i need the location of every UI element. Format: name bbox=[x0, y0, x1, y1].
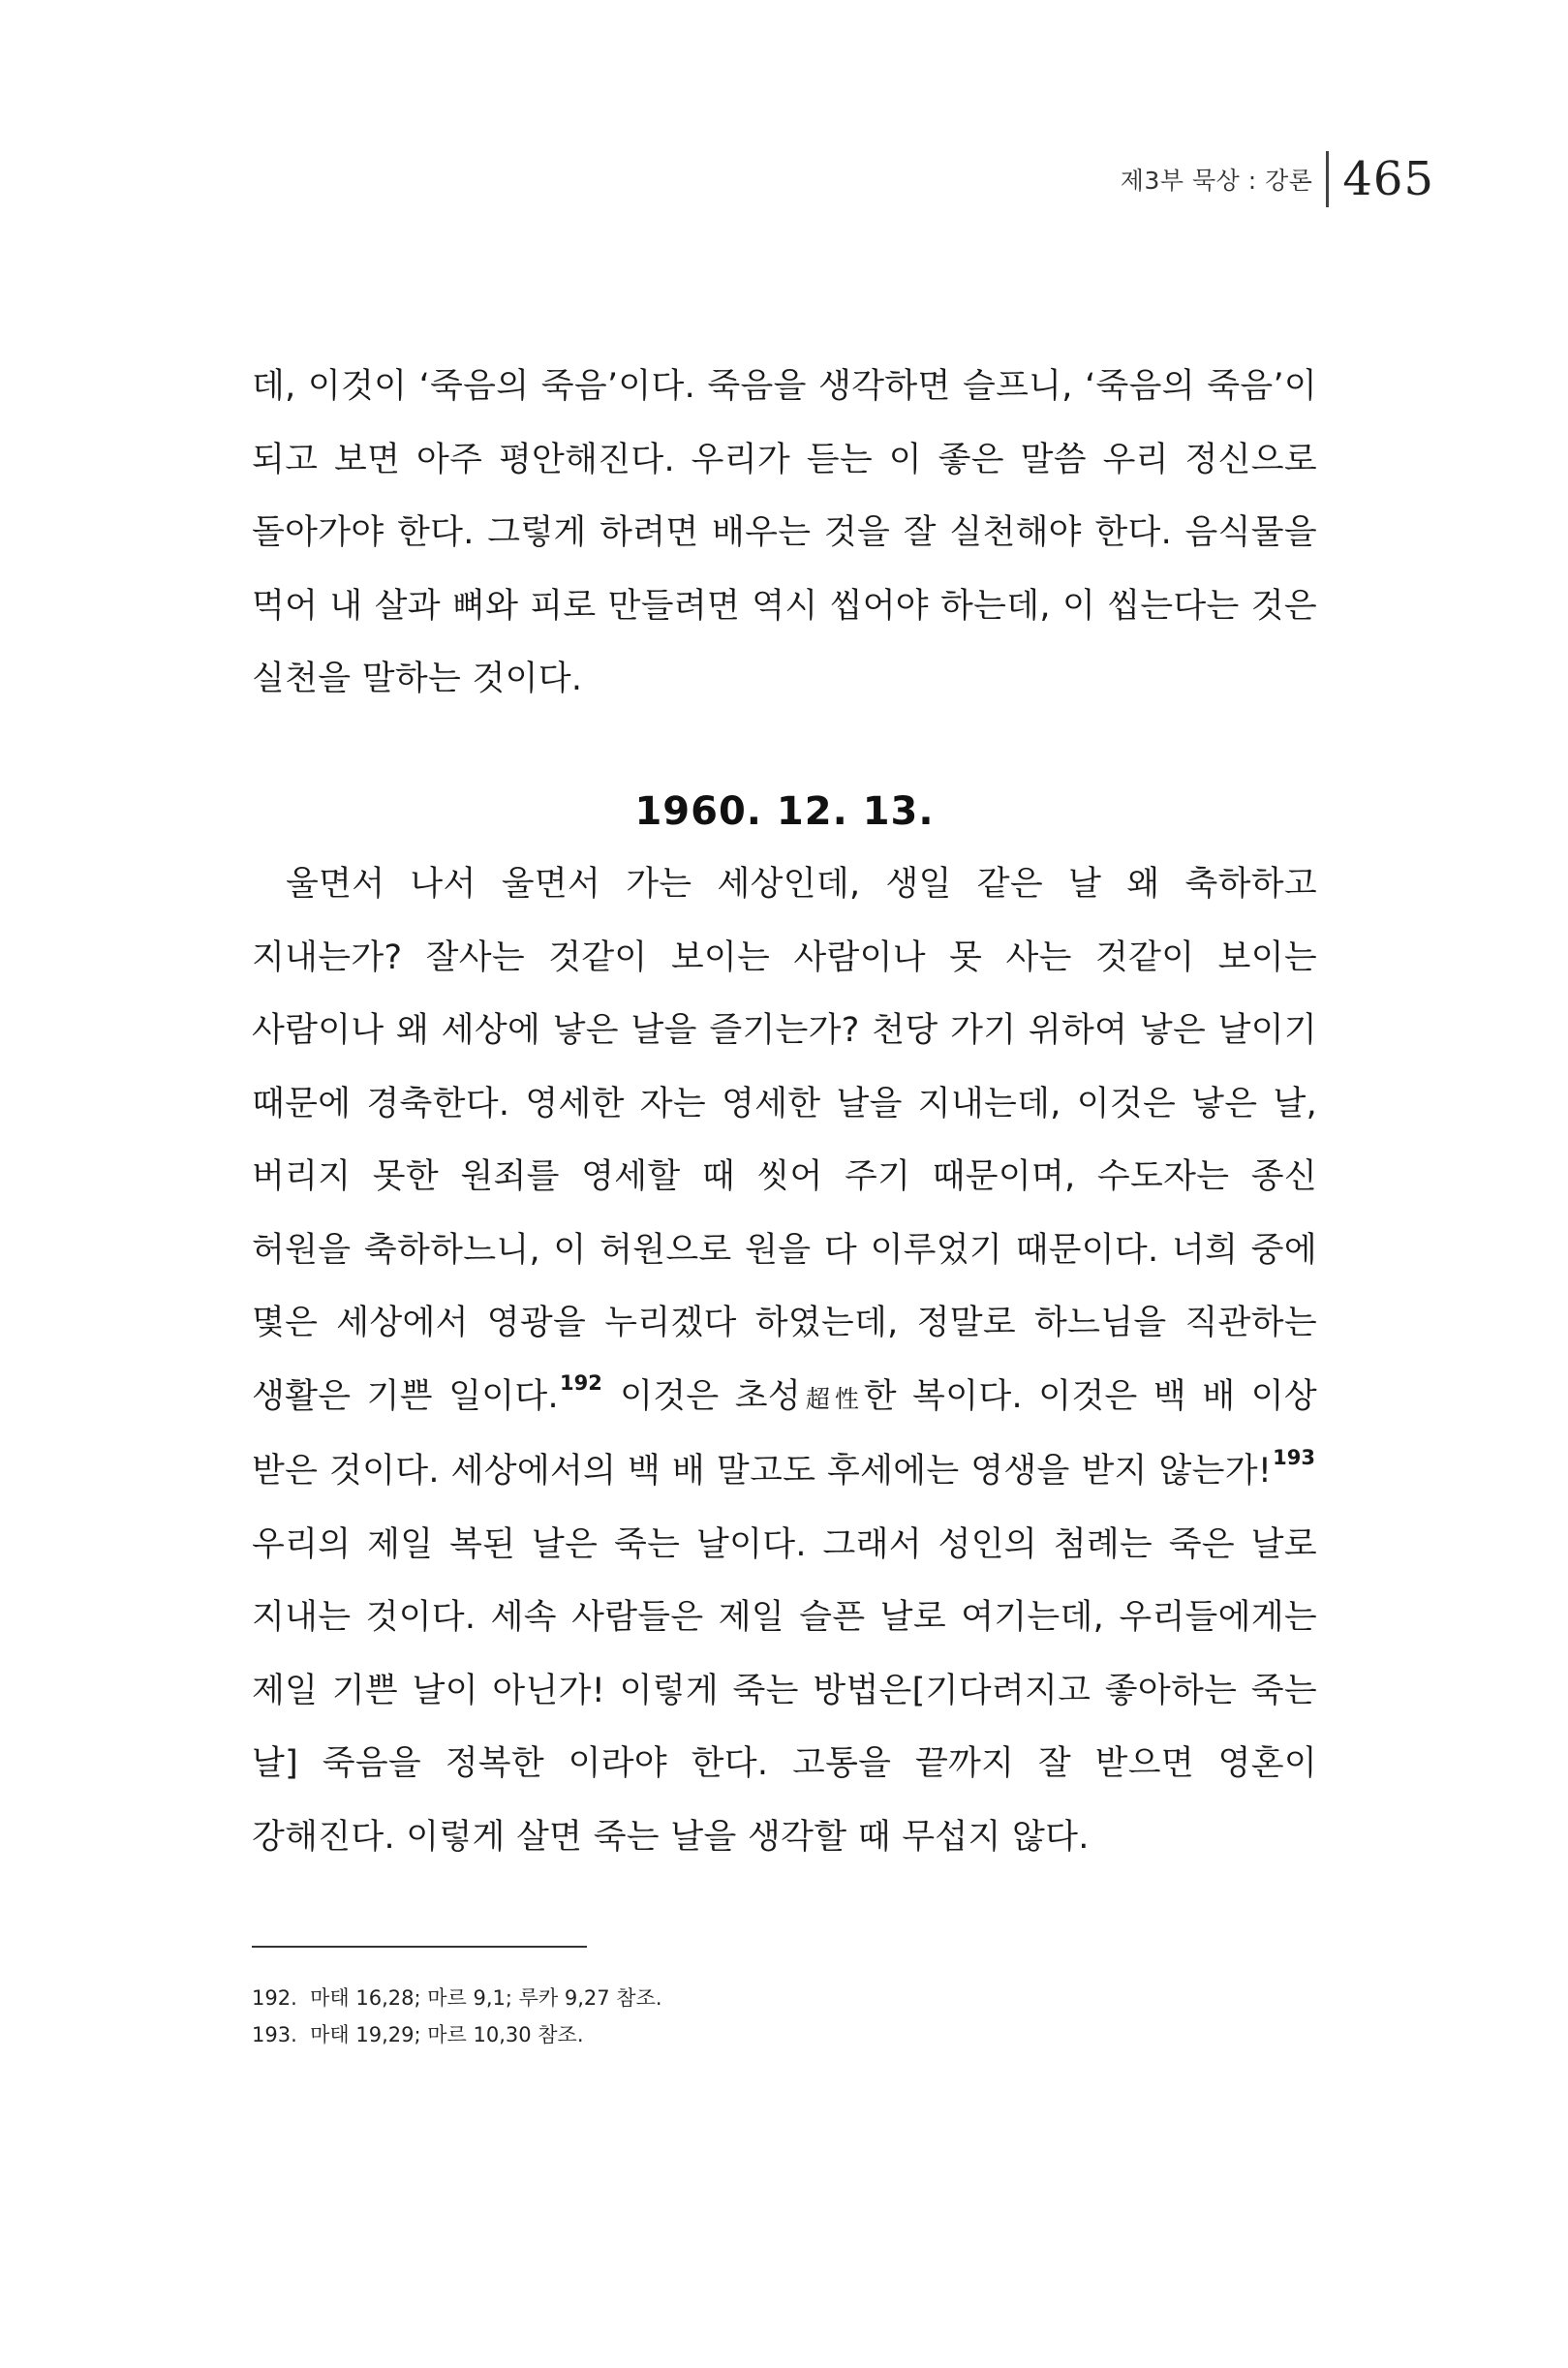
footnote-item: 193. 마태 19,29; 마르 10,30 참조. bbox=[252, 2023, 584, 2046]
paragraph: 데, 이것이 ‘죽음의 죽음’이다. 죽음을 생각하면 슬프니, ‘죽음의 죽음’이 되고 보면 아주 평안해진다. 우리가 듣는 이 좋은 말씀 우리 정신으로 돌아가야 한다. 그렇게 하려면 배우는 것을 잘 실천해야 한다. 음식물을 먹어 내 살과 뼈와 피로 만들려면 역시 씹어야 하는데, 이 씹는다는 것은 실천을 말하는 것이다. bbox=[252, 367, 1317, 698]
page-number: 465 bbox=[1342, 152, 1434, 206]
header-section-title: 제3부 묵상 : 강론 bbox=[1120, 167, 1313, 195]
entry-body bbox=[252, 848, 1317, 1874]
text-segment: 이것은 초성 bbox=[603, 1376, 802, 1416]
hanja-annotation: 超性 bbox=[801, 1384, 864, 1413]
running-header bbox=[1121, 145, 1434, 213]
body-text-continued bbox=[252, 351, 1317, 717]
text-segment: 우리의 제일 복된 날은 죽는 날이다. 그래서 성인의 첨례는 죽은 날로 지내는 것이다. 세속 사람들은 제일 슬픈 날로 여기는데, 우리들에게는 제일 기쁜 날이 아닌가! 이렇게 죽는 방법은[기다려지고 좋아하는 죽는 날] 죽음을 정복한 이라야 한다. 고통을 끝까지 잘 받으면 영혼이 강해진다. 이렇게 살면 죽는 날을 생각할 때 무섭지 않다. bbox=[252, 1524, 1317, 1857]
paragraph bbox=[252, 848, 1317, 1874]
text-segment: 한 복이다. 이것은 백 배 이상 받은 것이다. 세상에서의 백 배 말고도 후세에는 영생을 받지 않는가! bbox=[252, 1376, 1317, 1491]
header-divider bbox=[1326, 151, 1329, 207]
text-segment: 울면서 나서 울면서 가는 세상인데, 생일 같은 날 왜 축하하고 지내는가? 잘사는 것같이 보이는 사람이나 못 사는 것같이 보이는 사람이나 왜 세상에 낳은 날을 즐기는가? 천당 가기 위하여 낳은 날이기 때문에 경축한다. 영세한 자는 영세한 날을 지내는데, 이것은 낳은 날, 버리지 못한 원죄를 영세할 때 씻어 주기 때문이며, 수도자는 종신 허원을 축하하느니, 이 허원으로 원을 다 이루었기 때문이다. 너희 중에 몇은 세상에서 영광을 누리겠다 하였는데, 정말로 하느님을 직관하는 생활은 기쁜 일이다. bbox=[252, 865, 1317, 1416]
footnote-reference: 193 bbox=[1273, 1446, 1315, 1470]
footnote-reference: 192 bbox=[559, 1370, 602, 1395]
footnote-divider bbox=[252, 1946, 587, 1948]
footnotes bbox=[252, 1980, 1317, 2053]
footnote-item: 192. 마태 16,28; 마르 9,1; 루카 9,27 참조. bbox=[252, 1986, 662, 2010]
entry-date-heading: 1960. 12. 13. bbox=[634, 789, 935, 834]
